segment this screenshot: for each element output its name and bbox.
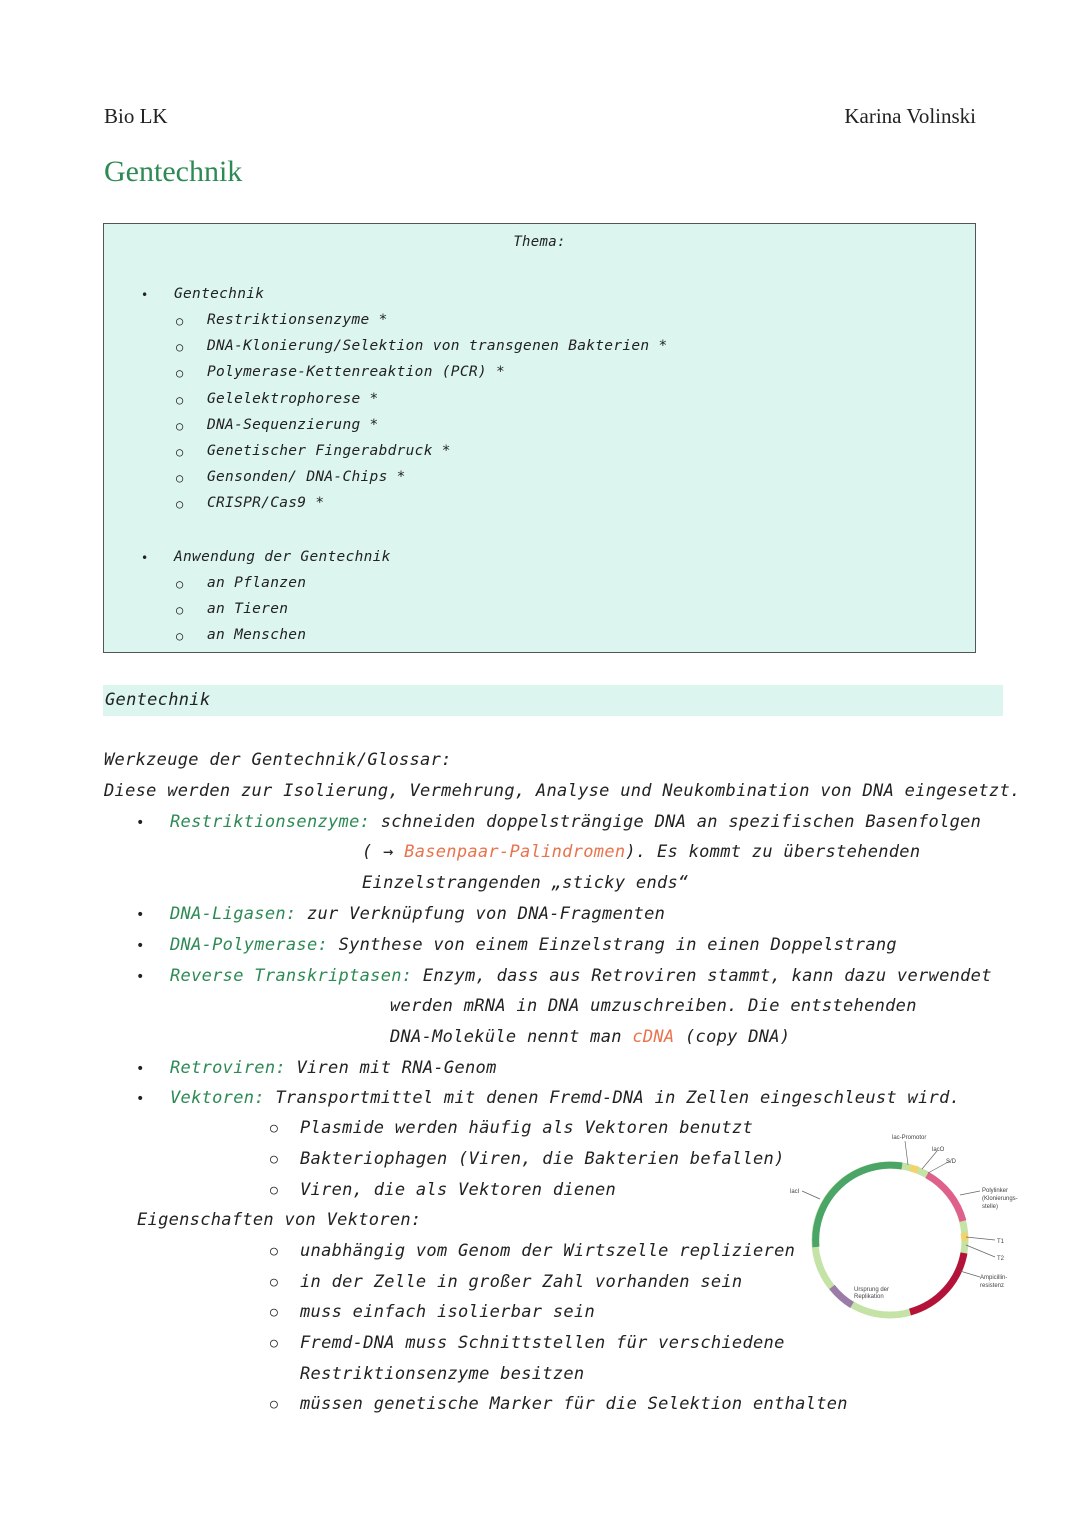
thema-group-title: Anwendung der Gentechnik xyxy=(174,549,391,565)
term-vektoren: Vektoren: xyxy=(170,1088,265,1108)
thema-item: an Pflanzen xyxy=(207,575,307,591)
polylinker-arc xyxy=(927,1175,963,1221)
thema-item: DNA-Klonierung/Selektion von transgenen Bakterien * xyxy=(207,338,668,354)
label-polylinker-2: (Klonierungs- xyxy=(982,1196,1018,1202)
term-retroviren: Retroviren: xyxy=(170,1058,286,1078)
label-t2: T2 xyxy=(997,1256,1005,1262)
label-t1: T1 xyxy=(997,1239,1005,1245)
label-ori: Ursprung der xyxy=(854,1287,890,1293)
eigenschaften-heading: Eigenschaften von Vektoren: xyxy=(137,1210,422,1230)
glossar-entry-reverse-cont xyxy=(390,1027,790,1047)
section-bar xyxy=(103,685,1003,716)
label-sd: S/D xyxy=(946,1159,957,1165)
thema-box xyxy=(103,223,976,653)
thema-item: Genetischer Fingerabdruck * xyxy=(207,443,451,459)
term-reverse-transkriptasen: Reverse Transkriptasen: xyxy=(170,966,413,986)
bullet-icon: • xyxy=(136,969,145,985)
promoter-mark xyxy=(910,1168,918,1170)
definition-text: Synthese von einem Einzelstrang in einen Doppelstrang xyxy=(338,935,897,955)
circle-bullet-icon: ○ xyxy=(176,393,184,407)
section-title: Gentechnik xyxy=(105,690,211,710)
circle-bullet-icon: ○ xyxy=(270,1397,279,1412)
term-dna-polymerase: DNA-Polymerase: xyxy=(170,935,329,955)
definition-text: Viren mit RNA-Genom xyxy=(296,1058,497,1078)
definition-text: Einzelstrangenden „sticky ends“ xyxy=(362,873,689,893)
label-polylinker: Polylinker xyxy=(982,1188,1009,1194)
circle-bullet-icon: ○ xyxy=(176,629,184,643)
circle-bullet-icon: ○ xyxy=(176,419,184,433)
definition-text: werden mRNA in DNA umzuschreiben. Die entstehenden xyxy=(390,996,917,1016)
label-lac-promotor: lac-Promotor xyxy=(892,1135,927,1141)
eigenschaft-item: Fremd-DNA muss Schnittstellen für verschiedene xyxy=(300,1333,785,1353)
circle-bullet-icon: ○ xyxy=(176,497,184,511)
thema-item: an Tieren xyxy=(207,601,289,617)
page-title: Gentechnik xyxy=(104,155,243,188)
circle-bullet-icon: ○ xyxy=(176,603,184,617)
thema-item: DNA-Sequenzierung * xyxy=(207,417,379,433)
glossar-entry-restriktion xyxy=(170,812,981,832)
label-ori-2: Replikation xyxy=(854,1294,884,1300)
bullet-icon: • xyxy=(136,938,145,954)
label-ampicillin-2: resistenz xyxy=(980,1283,1005,1289)
definition-text: (copy DNA) xyxy=(685,1027,791,1047)
thema-label: Thema: xyxy=(513,234,566,250)
circle-bullet-icon: ○ xyxy=(176,366,184,380)
definition-text: schneiden doppelsträngige DNA an spezifischen Basenfolgen xyxy=(380,812,982,832)
circle-bullet-icon: ○ xyxy=(176,471,184,485)
label-ampicillin: Ampicillin- xyxy=(980,1275,1008,1281)
vektor-item: Viren, die als Vektoren dienen xyxy=(300,1180,617,1200)
eigenschaft-item: muss einfach isolierbar sein xyxy=(300,1302,595,1322)
eigenschaft-item: müssen genetische Marker für die Selektion enthalten xyxy=(300,1394,848,1414)
glossar-entry-restriktion-cont xyxy=(362,842,920,862)
circle-bullet-icon: ○ xyxy=(176,314,184,328)
circle-bullet-icon: ○ xyxy=(176,577,184,591)
bullet-icon: • xyxy=(136,815,145,831)
header-author: Karina Volinski xyxy=(844,104,976,128)
term-dna-ligasen: DNA-Ligasen: xyxy=(170,904,297,924)
circle-bullet-icon: ○ xyxy=(270,1183,279,1198)
eigenschaft-item: Restriktionsenzyme besitzen xyxy=(300,1364,585,1384)
laci-gene-arc xyxy=(816,1165,902,1247)
bullet-icon: • xyxy=(136,907,145,923)
glossar-entry-vektoren xyxy=(170,1088,960,1108)
bullet-icon: • xyxy=(136,1061,145,1077)
terminator-mark xyxy=(964,1233,965,1241)
glossar-entry-polymerase xyxy=(170,935,897,955)
vektor-item: Bakteriophagen (Viren, die Bakterien befallen) xyxy=(300,1149,785,1169)
glossar-heading: Werkzeuge der Gentechnik/Glossar: xyxy=(104,750,452,770)
circle-bullet-icon: ○ xyxy=(176,445,184,459)
bullet-icon: • xyxy=(136,1091,145,1107)
header-course: Bio LK xyxy=(104,104,168,128)
thema-item: Gensonden/ DNA-Chips * xyxy=(207,469,406,485)
glossar-entry-ligasen xyxy=(170,904,665,924)
glossar-entry-retroviren xyxy=(170,1058,497,1078)
circle-bullet-icon: ○ xyxy=(270,1244,279,1259)
link-basenpaar-palindromen[interactable]: Basenpaar-Palindromen xyxy=(404,842,626,862)
label-laco: lacO xyxy=(932,1147,945,1153)
plasmid-diagram xyxy=(780,1125,1040,1335)
eigenschaft-item: in der Zelle in großer Zahl vorhanden sein xyxy=(300,1272,743,1292)
definition-text: Enzym, dass aus Retroviren stammt, kann dazu verwendet xyxy=(422,966,992,986)
definition-text: ). Es kommt zu überstehenden xyxy=(625,842,921,862)
label-polylinker-3: stelle) xyxy=(982,1204,999,1210)
thema-item: CRISPR/Cas9 * xyxy=(207,495,325,511)
definition-text: DNA-Moleküle nennt man xyxy=(390,1027,622,1047)
label-laci: lacI xyxy=(790,1189,800,1195)
circle-bullet-icon: ○ xyxy=(176,340,184,354)
definition-text: ( → xyxy=(362,842,394,862)
circle-bullet-icon: ○ xyxy=(270,1152,279,1167)
circle-bullet-icon: ○ xyxy=(270,1305,279,1320)
definition-text: zur Verknüpfung von DNA-Fragmenten xyxy=(306,904,666,924)
thema-item: Restriktionsenzyme * xyxy=(207,312,388,328)
thema-item: Gelelektrophorese * xyxy=(207,391,379,407)
circle-bullet-icon: ○ xyxy=(270,1275,279,1290)
eigenschaft-item: unabhängig vom Genom der Wirtszelle replizieren xyxy=(300,1241,796,1261)
vektor-item: Plasmide werden häufig als Vektoren benutzt xyxy=(300,1118,753,1138)
glossar-intro: Diese werden zur Isolierung, Vermehrung, Analyse und Neukombination von DNA eingesetzt. xyxy=(104,781,1021,801)
glossar-entry-reverse xyxy=(170,966,992,986)
thema-item: an Menschen xyxy=(207,627,307,643)
bullet-icon: • xyxy=(141,551,149,565)
circle-bullet-icon: ○ xyxy=(270,1121,279,1136)
term-restriktionsenzyme: Restriktionsenzyme: xyxy=(170,812,371,832)
thema-item: Polymerase-Kettenreaktion (PCR) * xyxy=(207,364,505,380)
circle-bullet-icon: ○ xyxy=(270,1336,279,1351)
definition-text: Transportmittel mit denen Fremd-DNA in Zellen eingeschleust wird. xyxy=(275,1088,961,1108)
thema-group-title: Gentechnik xyxy=(174,286,265,302)
ampicillin-arc xyxy=(910,1253,964,1312)
bullet-icon: • xyxy=(141,288,149,302)
link-cdna[interactable]: cDNA xyxy=(632,1027,675,1047)
